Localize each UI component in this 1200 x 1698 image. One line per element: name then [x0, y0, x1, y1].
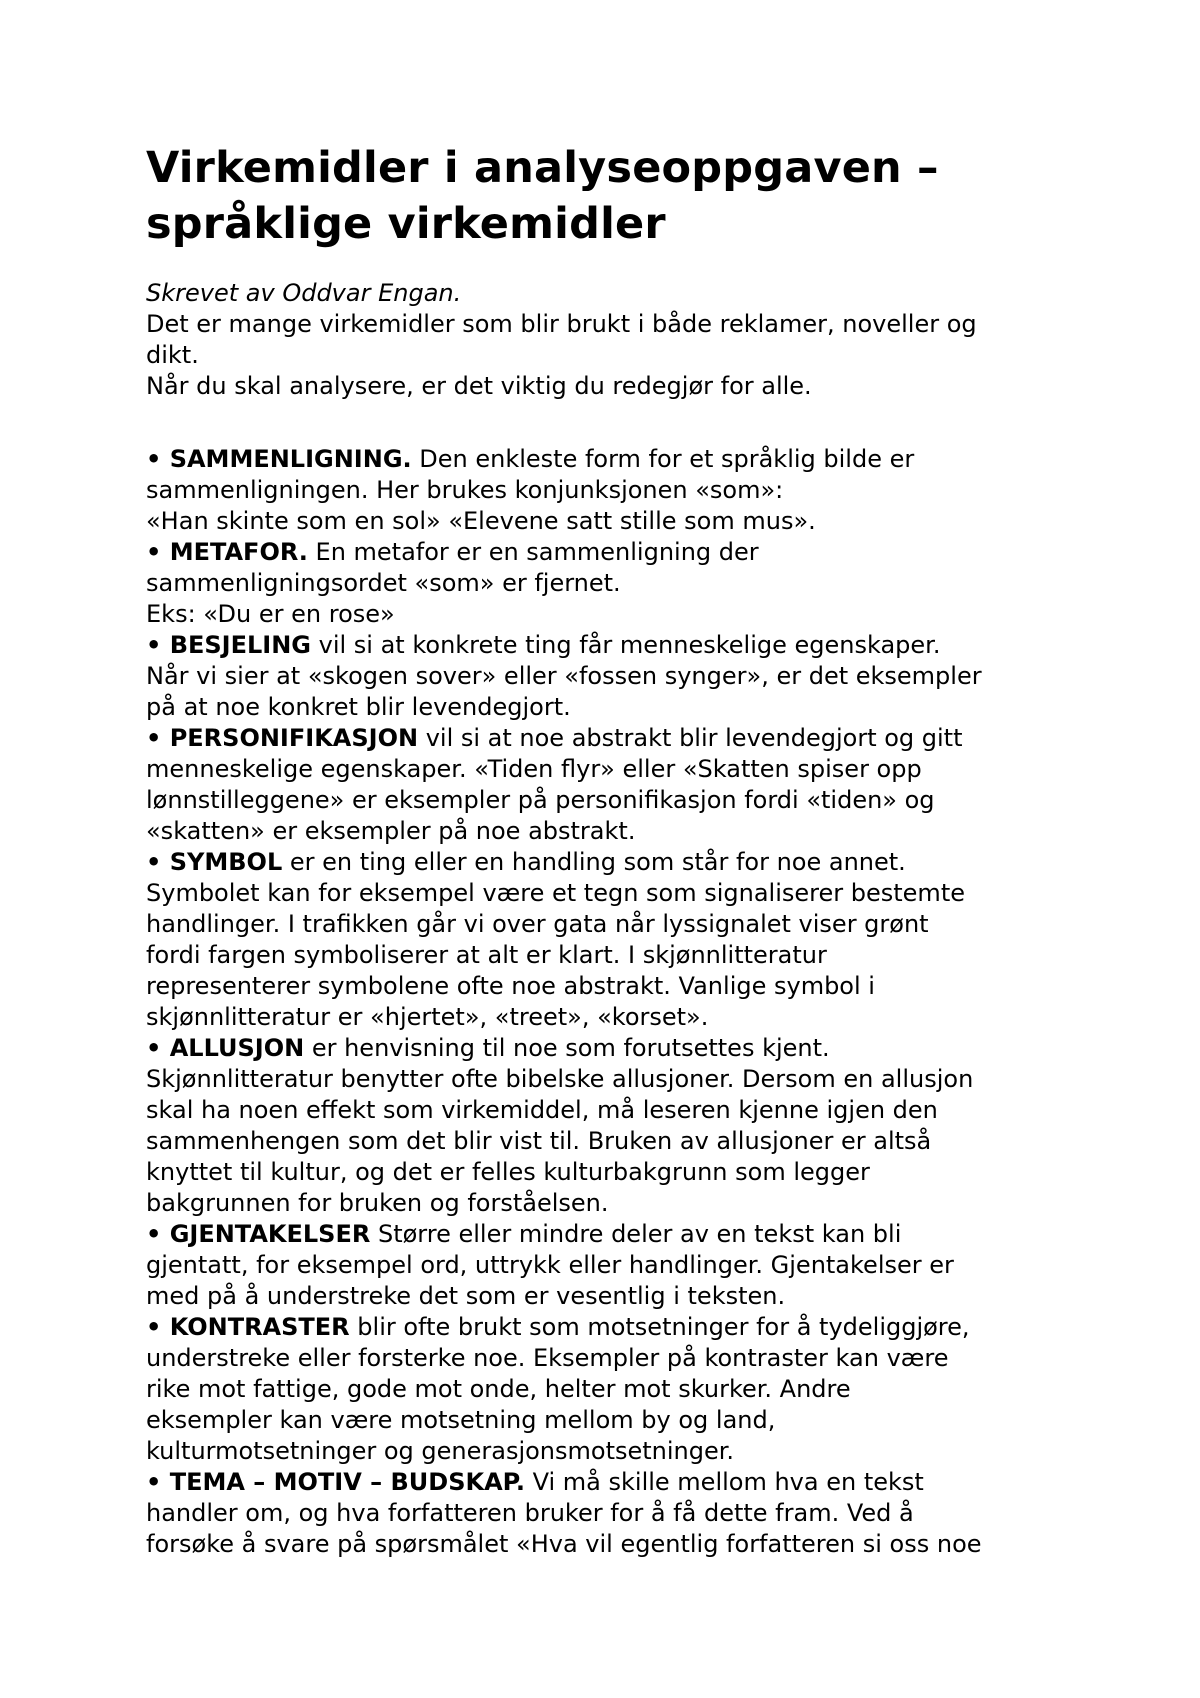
term-line: Eks: «Du er en rose» [146, 600, 395, 628]
term-heading: • BESJELING [146, 631, 311, 659]
term-line: representerer symbolene ofte noe abstrakt. Vanlige symbol i [146, 972, 875, 1000]
term-line: skjønnlitteratur er «hjertet», «treet», «korset». [146, 1003, 709, 1031]
term-item [146, 1219, 1086, 1312]
term-line: handlinger. I trafikken går vi over gata når lyssignalet viser grønt [146, 910, 929, 938]
title-line: Virkemidler i analyseoppgaven – [146, 143, 939, 193]
term-item [146, 847, 1086, 1033]
term-description: er henvisning til noe som forutsettes kjent. [304, 1034, 830, 1062]
intro-line: Når du skal analysere, er det viktig du redegjør for alle. [146, 372, 812, 400]
term-heading: • GJENTAKELSER [146, 1220, 371, 1248]
term-description: Vi må skille mellom hva en tekst [524, 1468, 924, 1496]
term-line: «skatten» er eksempler på noe abstrakt. [146, 817, 636, 845]
term-line: sammenligningsordet «som» er fjernet. [146, 569, 621, 597]
term-description: blir ofte brukt som motsetninger for å tydeliggjøre, [349, 1313, 970, 1341]
term-heading: • PERSONIFIKASJON [146, 724, 419, 752]
term-line: handler om, og hva forfatteren bruker for å få dette fram. Ved å [146, 1499, 914, 1527]
term-line [146, 537, 1086, 568]
term-line: med på å understreke det som er vesentlig i teksten. [146, 1282, 786, 1310]
title-line: språklige virkemidler [146, 199, 666, 249]
term-line [146, 444, 1086, 475]
term-line: «Han skinte som en sol» «Elevene satt stille som mus». [146, 507, 816, 535]
term-line: skal ha noen effekt som virkemiddel, må leseren kjenne igjen den [146, 1096, 938, 1124]
document-page [146, 140, 1086, 1560]
term-line: eksempler kan være motsetning mellom by og land, [146, 1406, 776, 1434]
term-line: fordi fargen symboliserer at alt er klart. I skjønnlitteratur [146, 941, 827, 969]
document-title [146, 140, 1086, 252]
term-heading: • TEMA – MOTIV – BUDSKAP. [146, 1468, 525, 1496]
term-line: Når vi sier at «skogen sover» eller «fossen synger», er det eksempler [146, 662, 982, 690]
term-heading: • METAFOR. [146, 538, 308, 566]
term-line: menneskelige egenskaper. «Tiden flyr» eller «Skatten spiser opp [146, 755, 922, 783]
term-description: vil si at konkrete ting får menneskelige egenskaper. [311, 631, 941, 659]
term-line: Symbolet kan for eksempel være et tegn som signaliserer bestemte [146, 879, 965, 907]
term-list [146, 444, 1086, 1560]
term-heading: • KONTRASTER [146, 1313, 350, 1341]
term-line: Skjønnlitteratur benytter ofte bibelske allusjoner. Dersom en allusjon [146, 1065, 974, 1093]
term-line [146, 630, 1086, 661]
term-line: lønnstilleggene» er eksempler på personifikasjon fordi «tiden» og [146, 786, 935, 814]
intro-line: Det er mange virkemidler som blir brukt i både reklamer, noveller og [146, 310, 977, 338]
term-item [146, 1033, 1086, 1219]
term-line: på at noe konkret blir levendegjort. [146, 693, 571, 721]
intro-paragraph [146, 278, 1086, 402]
term-line [146, 1467, 1086, 1498]
term-item [146, 537, 1086, 630]
term-item [146, 444, 1086, 537]
term-line [146, 847, 1086, 878]
term-heading: • SAMMENLIGNING. [146, 445, 412, 473]
term-item [146, 723, 1086, 847]
term-description: En metafor er en sammenligning der [307, 538, 759, 566]
term-description: Den enkleste form for et språklig bilde er [411, 445, 915, 473]
term-description: er en ting eller en handling som står for noe annet. [282, 848, 906, 876]
term-line: understreke eller forsterke noe. Eksempler på kontraster kan være [146, 1344, 949, 1372]
term-heading: • ALLUSJON [146, 1034, 305, 1062]
intro-line: dikt. [146, 341, 199, 369]
term-description: vil si at noe abstrakt blir levendegjort og gitt [418, 724, 963, 752]
term-line [146, 1033, 1086, 1064]
term-description: Større eller mindre deler av en tekst kan bli [370, 1220, 902, 1248]
term-item [146, 630, 1086, 723]
term-heading: • SYMBOL [146, 848, 283, 876]
term-line: forsøke å svare på spørsmålet «Hva vil egentlig forfatteren si oss noe [146, 1530, 982, 1558]
term-line [146, 1219, 1086, 1250]
term-line: sammenhengen som det blir vist til. Bruken av allusjoner er altså [146, 1127, 932, 1155]
term-line: kulturmotsetninger og generasjonsmotsetninger. [146, 1437, 735, 1465]
term-line: knyttet til kultur, og det er felles kulturbakgrunn som legger [146, 1158, 870, 1186]
term-line [146, 1312, 1086, 1343]
term-line: sammenligningen. Her brukes konjunksjonen «som»: [146, 476, 784, 504]
author-byline: Skrevet av Oddvar Engan. [146, 279, 462, 307]
term-line: rike mot fattige, gode mot onde, helter mot skurker. Andre [146, 1375, 851, 1403]
term-item [146, 1467, 1086, 1560]
term-line [146, 723, 1086, 754]
term-line: gjentatt, for eksempel ord, uttrykk eller handlinger. Gjentakelser er [146, 1251, 954, 1279]
term-line: bakgrunnen for bruken og forståelsen. [146, 1189, 609, 1217]
term-item [146, 1312, 1086, 1467]
